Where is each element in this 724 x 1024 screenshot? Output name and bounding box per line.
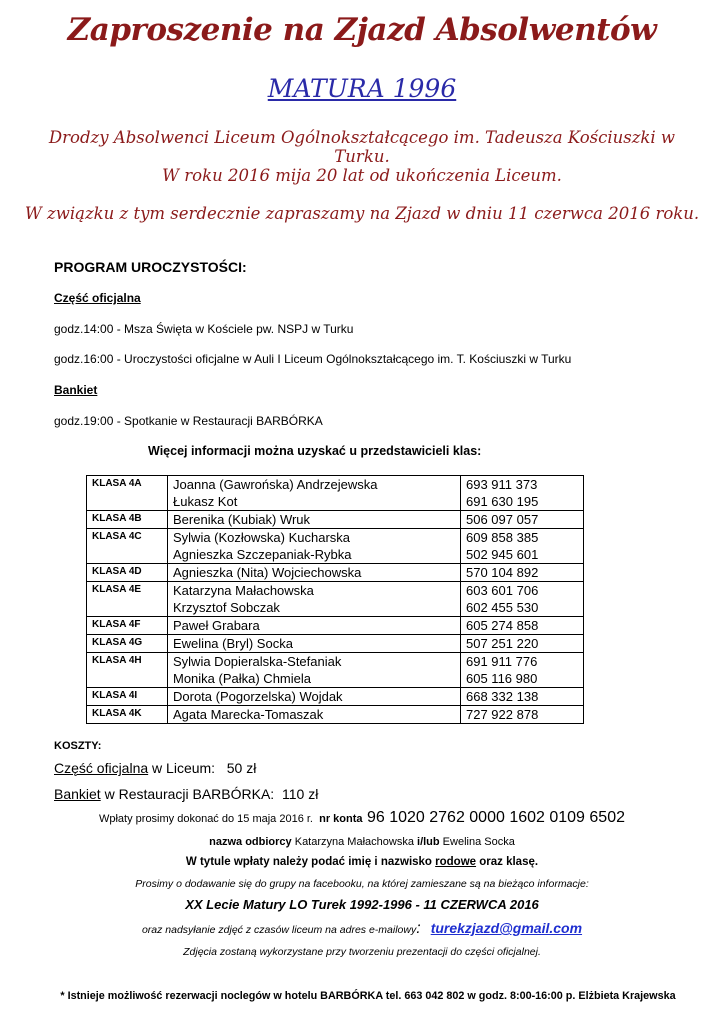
contact-row [87, 476, 584, 511]
recipient-name-2: Ewelina Socka [439, 836, 515, 848]
contact-row [87, 635, 584, 653]
transfer-title-line [0, 856, 724, 868]
intro-line-3: W związku z tym serdecznie zapraszamy na Zjazd w dniu 11 czerwca 2016 roku. [24, 204, 700, 223]
page-title: Zaproszenie na Zjazd Absolwentów [67, 12, 657, 48]
recipient-name-1: Katarzyna Małachowska [291, 836, 418, 848]
representative-name: Łukasz Kot [173, 494, 238, 509]
transfer-title-text-a: W tytule wpłaty należy podać imię i nazwisko [185, 856, 436, 868]
class-cell: KLASA 4B [87, 511, 168, 529]
photos-colon: : [416, 920, 421, 937]
cost-banquet-amount: w Restauracji BARBÓRKA: 110 zł [100, 786, 319, 802]
account-label: nr konta [319, 813, 363, 825]
phone-number: 609 858 385 [466, 530, 539, 545]
program-item-ceremony: godz.16:00 - Uroczystości oficjalne w Auli I Liceum Ogólnokształcącego im. T. Kościuszki w Turku [54, 352, 572, 366]
class-cell: KLASA 4D [87, 564, 168, 582]
contact-row [87, 511, 584, 529]
representative-name: Sylwia Dopieralska-Stefaniak [173, 654, 342, 669]
representative-cell [168, 653, 461, 688]
phone-cell [461, 706, 584, 724]
payment-deadline: Wpłaty prosimy dokonać do 15 maja 2016 r. [98, 813, 320, 825]
transfer-title-rodowe: rodowe [435, 856, 477, 868]
class-cell: KLASA 4F [87, 617, 168, 635]
representative-cell [168, 529, 461, 564]
phone-cell [461, 476, 584, 511]
recipient-line [0, 836, 724, 848]
page-subtitle: MATURA 1996 [267, 74, 457, 103]
phone-number: 727 922 878 [466, 707, 539, 722]
representative-cell [168, 511, 461, 529]
cost-official [54, 760, 256, 776]
intro-line-2: W roku 2016 mija 20 lat od ukończenia Liceum. [162, 166, 562, 185]
phone-cell [461, 653, 584, 688]
intro-line-1: Drodzy Absolwenci Liceum Ogólnokształcącego im. Tadeusza Kościuszki w Turku. [48, 128, 676, 166]
banquet-heading: Bankiet [54, 383, 98, 397]
phone-number: 603 601 706 [466, 583, 539, 598]
phone-number: 668 332 138 [466, 689, 539, 704]
phone-number: 602 455 530 [466, 600, 539, 615]
representative-cell [168, 688, 461, 706]
phone-cell [461, 564, 584, 582]
contact-row [87, 653, 584, 688]
phone-number: 693 911 373 [466, 477, 538, 492]
representative-name: Dorota (Pogorzelska) Wojdak [173, 689, 343, 704]
representative-cell [168, 617, 461, 635]
representative-name: Joanna (Gawrońska) Andrzejewska [173, 477, 378, 492]
class-cell: KLASA 4K [87, 706, 168, 724]
class-cell: KLASA 4I [87, 688, 168, 706]
representative-cell [168, 706, 461, 724]
contact-row [87, 706, 584, 724]
phone-number: 570 104 892 [466, 565, 539, 580]
program-item-mass: godz.14:00 - Msza Święta w Kościele pw. NSPJ w Turku [54, 322, 354, 336]
account-number: 96 1020 2762 0000 1602 0109 6502 [362, 809, 625, 826]
phone-number: 502 945 601 [466, 547, 539, 562]
facebook-group-name: XX Lecie Matury LO Turek 1992-1996 - 11 CZERWCA 2016 [185, 897, 539, 912]
program-item-banquet: godz.19:00 - Spotkanie w Restauracji BARBÓRKA [54, 414, 323, 428]
cost-banquet [54, 786, 318, 802]
cost-banquet-label: Bankiet [54, 786, 101, 802]
photos-text: oraz nadsyłanie zdjęć z czasów liceum na adres e-mailowy [141, 924, 417, 936]
representative-name: Monika (Pałka) Chmiela [173, 671, 311, 686]
representative-name: Agnieszka (Nita) Wojciechowska [173, 565, 362, 580]
representative-name: Paweł Grabara [173, 618, 260, 633]
representative-cell [168, 564, 461, 582]
contact-row [87, 582, 584, 617]
phone-number: 605 274 858 [466, 618, 539, 633]
cost-official-label: Część oficjalna [54, 760, 149, 776]
contact-row [87, 529, 584, 564]
photos-line [0, 920, 724, 938]
phone-number: 506 097 057 [466, 512, 539, 527]
recipient-label: nazwa odbiorcy [209, 836, 292, 848]
contact-row [87, 617, 584, 635]
class-cell: KLASA 4H [87, 653, 168, 688]
phone-number: 691 630 195 [466, 494, 539, 509]
representative-cell [168, 476, 461, 511]
accommodation-footnote: * Istnieje możliwość rezerwacji noclegów w hotelu BARBÓRKA tel. 663 042 802 w godz. 8:00-16:00 p. Elżbieta Krajewska [60, 990, 676, 1002]
facebook-text: Prosimy o dodawanie się do grupy na facebooku, na której zamieszane są na bieżąco informacje: [135, 878, 589, 890]
representative-name: Ewelina (Bryl) Socka [173, 636, 293, 651]
class-cell: KLASA 4G [87, 635, 168, 653]
costs-heading: KOSZTY: [54, 740, 102, 752]
phone-number: 507 251 220 [466, 636, 539, 651]
phone-cell [461, 617, 584, 635]
representative-name: Katarzyna Małachowska [173, 583, 314, 598]
representative-cell [168, 635, 461, 653]
contacts-heading: Więcej informacji można uzyskać u przedstawicieli klas: [148, 444, 482, 458]
phone-number: 691 911 776 [466, 654, 538, 669]
representative-name: Berenika (Kubiak) Wruk [173, 512, 311, 527]
class-cell: KLASA 4E [87, 582, 168, 617]
phone-number: 605 116 980 [466, 671, 538, 686]
representative-name: Sylwia (Kozłowska) Kucharska [173, 530, 351, 545]
program-heading: PROGRAM UROCZYSTOŚCI: [54, 259, 247, 275]
payment-line [0, 809, 724, 827]
phone-cell [461, 582, 584, 617]
contacts-table [86, 475, 584, 724]
recipient-or: i/lub [417, 836, 440, 848]
representative-cell [168, 582, 461, 617]
official-part-heading: Część oficjalna [54, 291, 141, 305]
class-cell: KLASA 4C [87, 529, 168, 564]
representative-name: Agata Marecka-Tomaszak [173, 707, 324, 722]
representative-name: Krzysztof Sobczak [173, 600, 280, 615]
phone-cell [461, 688, 584, 706]
email-link[interactable]: turekzjazd@gmail.com [430, 920, 583, 936]
class-cell: KLASA 4A [87, 476, 168, 511]
phone-cell [461, 511, 584, 529]
representative-name: Agnieszka Szczepaniak-Rybka [173, 547, 352, 562]
contact-row [87, 688, 584, 706]
phone-cell [461, 635, 584, 653]
photos-note: Zdjęcia zostaną wykorzystane przy tworzeniu prezentacji do części oficjalnej. [183, 946, 541, 958]
cost-official-amount: w Liceum: 50 zł [148, 760, 257, 776]
phone-cell [461, 529, 584, 564]
contact-row [87, 564, 584, 582]
transfer-title-text-b: oraz klasę. [476, 856, 539, 868]
